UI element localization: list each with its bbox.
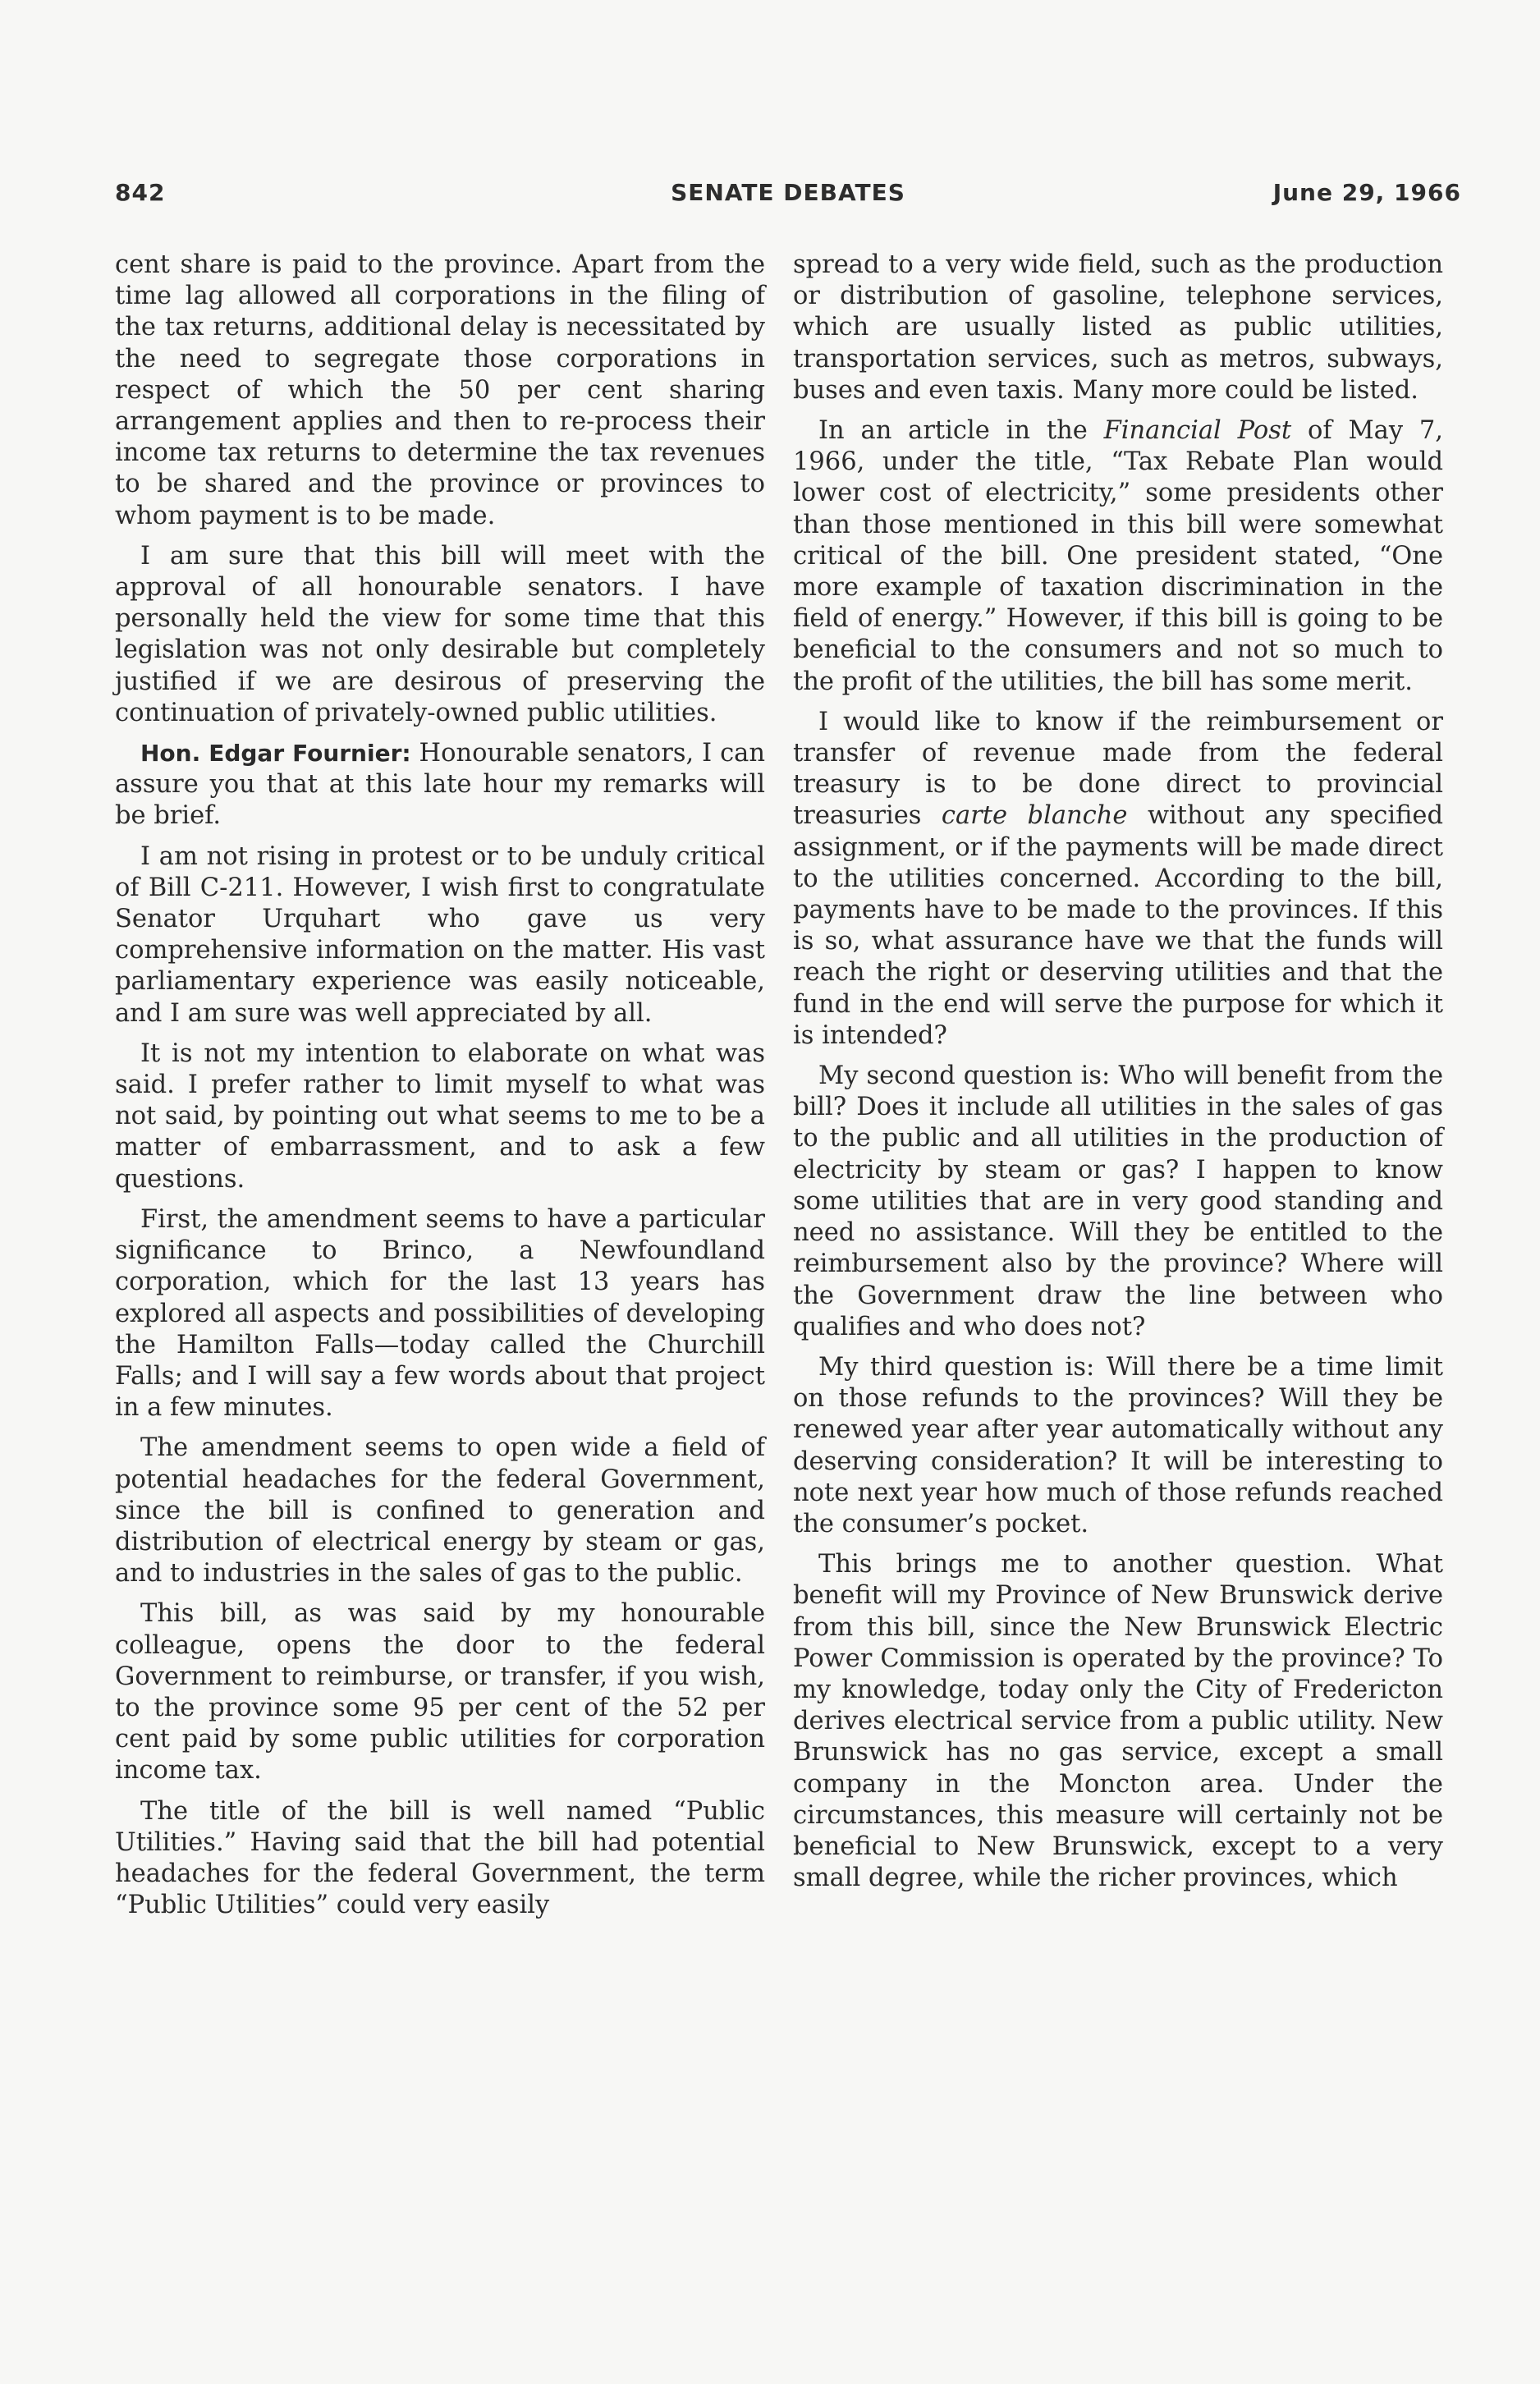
paragraph bbox=[115, 738, 765, 832]
text-run: In an article in the bbox=[818, 416, 1088, 446]
paragraph bbox=[793, 415, 1443, 698]
paragraph: My second question is: Who will benefit from the bill? Does it include all utilities in the sales of gas to the public and all utilities in the production of electricity by steam or gas? I happen to know some utilities that are in very good standing and need no assistance. Will they be entitled to the reimbursement also by the province? Where will the Government draw the line between who qualifies and who does not? bbox=[793, 1061, 1443, 1341]
publication-title: Financial Post bbox=[1103, 416, 1292, 446]
paragraph: I am sure that this bill will meet with the approval of all honourable senators. I have personally held the view for some time that this legislation was not only desirable but completely justified if we are desirous of preserving the continuation of privately-owned public utilities. bbox=[115, 541, 765, 727]
running-title: SENATE DEBATES bbox=[671, 179, 905, 206]
paragraph: My third question is: Will there be a time limit on those refunds to the provinces? Will they be renewed year after year automatically without any deserving consideration? It will be interesting to note next year how much of those refunds reached the consumer’s pocket. bbox=[793, 1352, 1443, 1538]
running-head bbox=[115, 179, 1461, 220]
paragraph: The title of the bill is well named “Public Utilities.” Having said that the bill had potential headaches for the federal Government, the term “Public Utilities” could very easily bbox=[115, 1796, 765, 1920]
document-page bbox=[115, 179, 1461, 1920]
speaker-name: Hon. Edgar Fournier: bbox=[140, 740, 411, 768]
speech-text: Honourable senators, I can assure you that at this late hour my remarks will be brief. bbox=[115, 739, 765, 831]
text-run: of May 7, 1966, under the title, “Tax Rebate Plan would lower cost of electricity,” some presidents other than those mentioned in this bill were somewhat critical of the bill. One president stated, “One more example of taxation discrimination in the field of energy.” However, if this bill is going to be beneficial to the consumers and not so much to the profit of the utilities, the bill has some merit. bbox=[793, 416, 1444, 696]
italic-phrase: carte blanche bbox=[941, 801, 1128, 831]
left-column bbox=[115, 250, 765, 1930]
right-column bbox=[793, 250, 1443, 1903]
paragraph: spread to a very wide field, such as the production or distribution of gasoline, telephone services, which are usually listed as public utilities, transportation services, such as metros, subways, buses and even taxis. Many more could be listed. bbox=[793, 250, 1443, 405]
paragraph: First, the amendment seems to have a particular significance to Brinco, a Newfoundland corporation, which for the last 13 years has explored all aspects and possibilities of developing the Hamilton Falls—today called the Churchill Falls; and I will say a few words about that project in a few minutes. bbox=[115, 1204, 765, 1423]
issue-date: June 29, 1966 bbox=[1272, 179, 1461, 206]
paragraph bbox=[793, 707, 1443, 1052]
paragraph: The amendment seems to open wide a field of potential headaches for the federal Government, since the bill is confined to generation and distribution of electrical energy by steam or gas, and to industries in the sales of gas to the public. bbox=[115, 1433, 765, 1589]
text-run: without any specified assignment, or if the payments will be made direct to the utilities concerned. According to the bill, payments have to be made to the provinces. If this is so, what assurance have we that the funds will reach the right or deserving utilities and that the fund in the end will serve the purpose for which it is intended? bbox=[793, 801, 1443, 1050]
text-run: I would like to know if the reimbursement or transfer of revenue made from the federal treasury is to be done direct to provincial treasuries bbox=[793, 707, 1443, 831]
paragraph: cent share is paid to the province. Apart from the time lag allowed all corporations in the filing of the tax returns, additional delay is necessitated by the need to segregate those corporations in respect of which the 50 per cent sharing arrangement applies and then to re-process their income tax returns to determine the tax revenues to be shared and the province or provinces to whom payment is to be made. bbox=[115, 250, 765, 530]
paragraph: I am not rising in protest or to be unduly critical of Bill C-211. However, I wish first to congratulate Senator Urquhart who gave us very comprehensive information on the matter. His vast parliamentary experience was easily noticeable, and I am sure was well appreciated by all. bbox=[115, 841, 765, 1028]
paragraph: This brings me to another question. What benefit will my Province of New Brunswick derive from this bill, since the New Brunswick Electric Power Commission is operated by the province? To my knowledge, today only the City of Fredericton derives electrical service from a public utility. New Brunswick has no gas service, except a small company in the Moncton area. Under the circumstances, this measure will certainly not be beneficial to New Brunswick, except to a very small degree, while the richer provinces, which bbox=[793, 1550, 1443, 1893]
page-number: 842 bbox=[115, 179, 166, 206]
paragraph: It is not my intention to elaborate on what was said. I prefer rather to limit myself to what was not said, by pointing out what seems to me to be a matter of embarrassment, and to ask a few questions. bbox=[115, 1038, 765, 1194]
paragraph: This bill, as was said by my honourable colleague, opens the door to the federal Government to reimburse, or transfer, if you wish, to the province some 95 per cent of the 52 per cent paid by some public utilities for corporation income tax. bbox=[115, 1599, 765, 1786]
